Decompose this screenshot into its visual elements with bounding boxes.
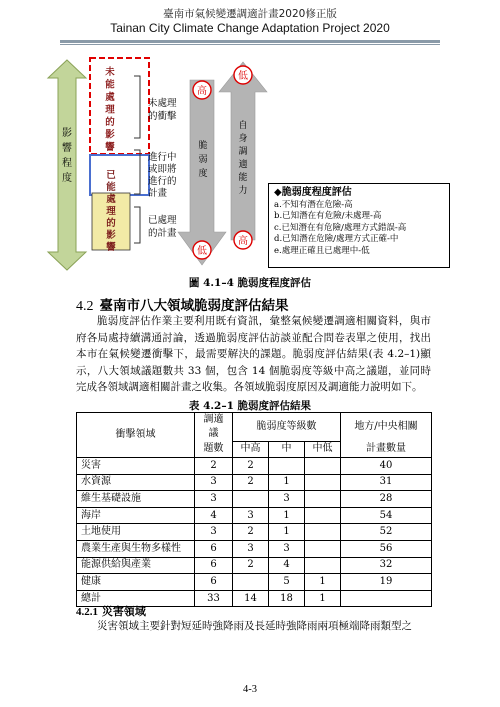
legend-item-a: a.不知有潛在危險-高	[274, 199, 353, 210]
vulnerability-legend	[268, 183, 450, 268]
adaptive-label-char: 適	[238, 160, 248, 170]
header-domain: 衝擊領域	[77, 413, 195, 458]
bracket-handled	[134, 207, 140, 243]
impact-axis-label-char: 程	[62, 158, 72, 169]
cell-mid: 5	[269, 574, 305, 591]
header-title-zh: 臺南市氣候變遷調適計畫2020修正版	[163, 8, 337, 20]
legend-title: ◆脆弱度程度評估	[274, 187, 352, 198]
header-level-mid-low: 中低	[305, 441, 341, 458]
legend-item-e: e.處理正確且已處理中-低	[274, 245, 370, 256]
cell-mid-low: 1	[305, 590, 341, 607]
section-title: 臺南市八大領域脆弱度評估結果	[99, 298, 289, 314]
cell-mid-low	[305, 491, 341, 508]
table-row	[77, 491, 432, 508]
unhandled-impact-text: 的衝擊	[148, 111, 177, 122]
cell-domain: 海岸	[77, 507, 195, 524]
unhandled-label-char: 理	[105, 104, 115, 116]
marker-high-top-text: 高	[197, 86, 207, 97]
cell-plans: 28	[341, 491, 432, 508]
cell-mid-high: 2	[233, 474, 269, 491]
cell-issues: 4	[195, 507, 233, 524]
cell-mid-high	[233, 574, 269, 591]
subsection-number: 4.2.1	[76, 606, 98, 618]
cell-mid-high: 14	[233, 590, 269, 607]
adaptive-label-char: 力	[238, 186, 248, 196]
handled-label-char: 理	[106, 206, 116, 217]
cell-mid-low	[305, 458, 341, 475]
cell-domain: 水資源	[77, 474, 195, 491]
unhandled-label-char: 影	[105, 129, 115, 141]
adaptive-label-char: 調	[238, 147, 248, 157]
cell-issues: 3	[195, 474, 233, 491]
legend-item-d: d.已知潛在危險/處理方式正確-中	[274, 234, 399, 244]
legend-item-c: c.已知潛在有危險/處理方式錯誤-高	[274, 222, 407, 233]
marker-low-top-text: 低	[238, 71, 248, 82]
handled-plan-text: 的計畫	[148, 228, 177, 239]
cell-plans: 54	[341, 507, 432, 524]
cell-domain: 農業生產與生物多樣性	[77, 541, 195, 558]
handled-label-char: 響	[106, 242, 116, 253]
adaptive-label-char: 自	[238, 121, 248, 131]
page-header	[0, 0, 500, 35]
cell-domain: 健康	[77, 574, 195, 591]
cell-plans: 56	[341, 541, 432, 558]
table-row	[77, 507, 432, 524]
cell-plans: 31	[341, 474, 432, 491]
cell-mid-high: 3	[233, 507, 269, 524]
subsection-heading	[76, 603, 146, 619]
header-level-mid: 中	[269, 441, 305, 458]
marker-low-bottom-text: 低	[197, 246, 207, 257]
unhandled-label-char: 響	[105, 142, 115, 153]
cell-domain: 能源供給與產業	[77, 557, 195, 574]
cell-issues: 2	[195, 458, 233, 475]
unhandled-label-char: 能	[105, 79, 115, 91]
impact-axis-label-char: 度	[62, 173, 72, 184]
table-row	[77, 474, 432, 491]
cell-mid-low	[305, 524, 341, 541]
cell-mid-low: 1	[305, 574, 341, 591]
section-number: 4.2	[76, 299, 94, 314]
marker-high-bottom-text: 高	[238, 236, 248, 247]
bracket-in-progress	[134, 150, 140, 194]
vulnerability-label-char: 脆	[198, 141, 208, 151]
cell-mid-low	[305, 541, 341, 558]
cell-mid-high: 2	[233, 557, 269, 574]
cell-issues: 33	[195, 590, 233, 607]
header-rule-thin	[60, 44, 440, 45]
table-row	[77, 574, 432, 591]
cell-mid-high: 3	[233, 541, 269, 558]
cell-plans: 32	[341, 557, 432, 574]
in-progress-text: 進行中	[148, 152, 177, 163]
adaptive-label-char: 能	[238, 173, 248, 183]
in-progress-text: 計畫	[148, 188, 168, 199]
subsection-title: 災害領域	[101, 605, 146, 618]
cell-plans: 40	[341, 458, 432, 475]
cell-mid: 4	[269, 557, 305, 574]
vulnerability-table	[76, 412, 432, 607]
cell-mid: 1	[269, 524, 305, 541]
handled-label-char: 影	[106, 230, 116, 241]
vulnerability-label-char: 度	[198, 169, 208, 179]
unhandled-label-char: 未	[105, 67, 115, 78]
in-progress-text: 或即將	[148, 164, 177, 175]
cell-mid-high: 2	[233, 524, 269, 541]
cell-mid-low	[305, 474, 341, 491]
handled-plan-text: 已處理	[148, 215, 177, 226]
table-row	[77, 541, 432, 558]
cell-plans: 19	[341, 574, 432, 591]
page-number: 4-3	[243, 684, 257, 695]
header-level-mid-high: 中高	[233, 441, 269, 458]
section-paragraph: 脆弱度評估作業主要利用既有資訊，彙整氣候變遷調適相關資料，與市府各局處持續溝通討論，透過脆弱度評估訪談並配合問卷表單之使用，找出本市在氣候變遷衝擊下，最需要解決的課題。脆弱度評估結果(表 4.2–1)顯示，八大領域議題數共 33 個，包含 14 個脆弱度等級中高之議題，並同時完成各領域調適相關計畫之收集。各領域脆弱度原因及調適能力說明如下。	[76, 315, 431, 393]
impact-axis-label-char: 響	[62, 143, 72, 154]
cell-mid	[269, 458, 305, 475]
cell-issues: 6	[195, 557, 233, 574]
table-row	[77, 458, 432, 475]
figure-caption: 圖 4.1–4 脆弱度程度評估	[188, 277, 312, 289]
impact-axis-label-char: 影	[62, 128, 72, 139]
header-title-en: Tainan City Climate Change Adaptation Project 2020	[110, 21, 390, 35]
handled-label-char: 的	[106, 218, 116, 229]
cell-issues: 6	[195, 574, 233, 591]
table-row	[77, 557, 432, 574]
unhandled-impact-text: 未處理	[148, 98, 177, 109]
cell-mid: 3	[269, 541, 305, 558]
legend-item-b: b.已知潛在有危險/未處理-高	[274, 211, 382, 221]
cell-mid: 18	[269, 590, 305, 607]
header-issue-count-1: 調適議	[195, 413, 233, 442]
subsection-paragraph: 災害領域主要針對短延時強降雨及長延時強降雨兩項極端降雨類型之	[97, 620, 412, 632]
table-header-row-1	[77, 413, 432, 442]
handled-label-char: 處	[106, 194, 116, 205]
handled-label-char: 能	[106, 182, 116, 193]
unhandled-label-char: 的	[105, 117, 115, 128]
cell-plans	[341, 590, 432, 607]
cell-mid-low	[305, 557, 341, 574]
header-plan-2: 計畫數量	[341, 441, 432, 458]
cell-domain: 維生基礎設施	[77, 491, 195, 508]
handled-label-char: 已	[106, 170, 116, 181]
bracket-unhandled	[134, 76, 140, 138]
cell-mid: 1	[269, 507, 305, 524]
vulnerability-label-char: 弱	[198, 155, 208, 165]
cell-domain: 土地使用	[77, 524, 195, 541]
cell-mid-low	[305, 507, 341, 524]
cell-issues: 3	[195, 491, 233, 508]
cell-issues: 6	[195, 541, 233, 558]
in-progress-text: 進行的	[148, 176, 177, 187]
header-level-group: 脆弱度等級數	[233, 413, 341, 442]
table-row	[77, 524, 432, 541]
unhandled-label-char: 處	[105, 92, 115, 103]
header-plan-1: 地方/中央相關	[341, 413, 432, 442]
cell-mid-high: 2	[233, 458, 269, 475]
table-caption: 表 4.2–1 脆弱度評估結果	[188, 400, 312, 412]
header-issue-count-2: 題數	[195, 441, 233, 458]
cell-mid: 3	[269, 491, 305, 508]
adaptive-label-char: 身	[238, 134, 248, 144]
cell-mid-high	[233, 491, 269, 508]
cell-domain: 災害	[77, 458, 195, 475]
cell-domain: 總計	[77, 590, 195, 607]
header-rule	[60, 40, 440, 43]
section-heading	[76, 294, 289, 315]
cell-issues: 3	[195, 524, 233, 541]
cell-plans: 52	[341, 524, 432, 541]
cell-mid: 1	[269, 474, 305, 491]
